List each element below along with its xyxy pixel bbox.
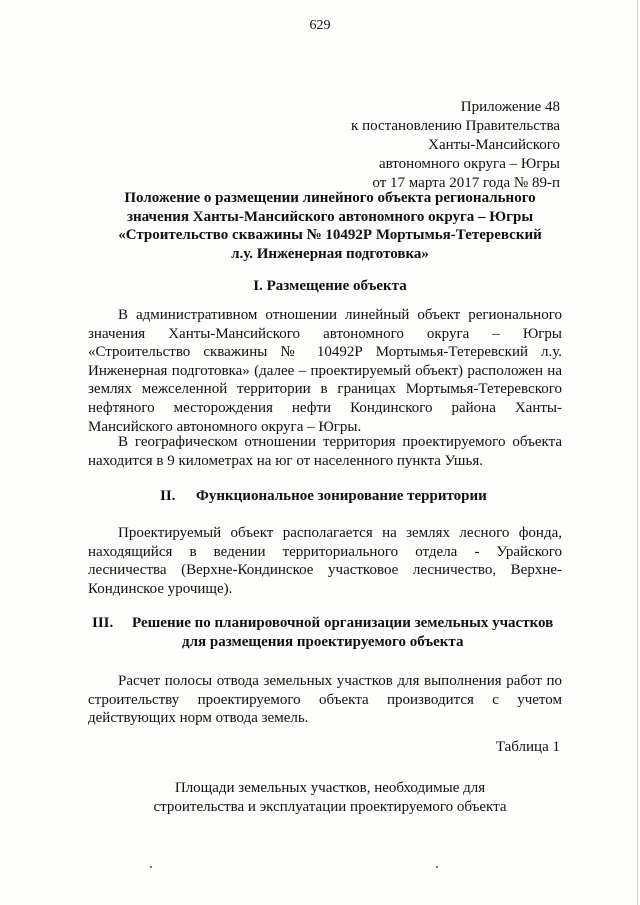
- appendix-line: автономного округа – Югры: [378, 156, 560, 172]
- section-3-number: III.: [92, 615, 114, 631]
- section-1-paragraph-1: В административном отношении линейный объект регионального значения Ханты-Мансийского автономного округа – Югры «Строительство скважины № 10492Р Мортымья-Тетеревский л.у. Инженерная подготовка» (далее – проектируемый объект) расположен на землях межселенной территории в границах Мортымья-Тетеревского нефтяного месторождения нефти Кондинского района Ханты-Мансийского автономного округа – Югры.: [88, 307, 562, 435]
- appendix-line: Приложение 48: [460, 99, 560, 115]
- document-title: [70, 189, 590, 263]
- appendix-line: Ханты-Мансийского: [428, 137, 560, 153]
- appendix-line: к постановлению Правительства: [351, 118, 560, 134]
- table-title-line: строительства и эксплуатации проектируемого объекта: [153, 799, 507, 815]
- scan-edge: [637, 0, 638, 905]
- title-line: значения Ханты-Мансийского автономного округа – Югры: [126, 208, 534, 225]
- appendix-block: [351, 98, 560, 193]
- section-2-heading: [160, 488, 487, 505]
- section-3-title-line-2: для размещения проектируемого объекта: [182, 634, 464, 650]
- appendix-line: от 17 марта 2017 года № 89-п: [372, 175, 560, 191]
- table-title-line: Площади земельных участков, необходимые для: [174, 780, 486, 796]
- scan-speck: [436, 866, 438, 868]
- table-label: Таблица 1: [495, 739, 560, 755]
- section-3-paragraph: Расчет полосы отвода земельных участков для выполнения работ по строительству проектируемого объекта производится с учетом действующих норм отвода земель.: [88, 673, 562, 727]
- section-2-number: II.: [160, 488, 176, 504]
- section-3-title-line-1: Решение по планировочной организации земельных участков: [132, 615, 554, 631]
- title-line: л.у. Инженерная подготовка»: [231, 245, 429, 262]
- title-line: «Строительство скважины № 10492Р Мортымья-Тетеревский: [118, 227, 542, 243]
- section-2-title: Функциональное зонирование территории: [196, 488, 487, 504]
- scan-speck: [150, 866, 152, 868]
- section-2-paragraph: Проектируемый объект располагается на землях лесного фонда, находящийся в ведении территориального отдела - Урайского лесничества (Верхне-Кондинское участковое лесничество, Верхне-Кондинское урочище).: [88, 525, 562, 597]
- title-line: Положение о размещении линейного объекта регионального: [124, 190, 536, 206]
- section-1-paragraph-2: В географическом отношении территория проектируемого объекта находится в 9 километрах на юг от населенного пункта Ушья.: [88, 434, 562, 469]
- page-number: 629: [309, 18, 331, 33]
- table-title: [70, 779, 590, 817]
- section-1-heading: I. Размещение объекта: [253, 278, 407, 294]
